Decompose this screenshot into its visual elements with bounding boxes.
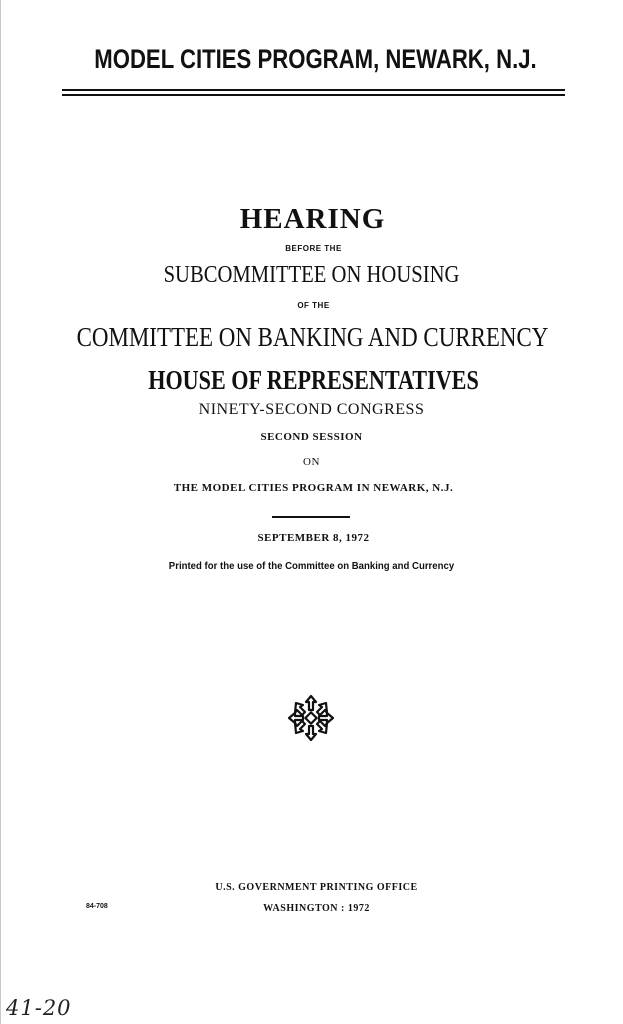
document-title: MODEL CITIES PROGRAM, NEWARK, N.J.: [94, 44, 537, 74]
printed-for-note: Printed for the use of the Committee on Banking and Currency: [168, 561, 455, 572]
title-rule-top: [62, 89, 565, 91]
on-label: ON: [303, 456, 320, 468]
house-name: HOUSE OF REPRESENTATIVES: [148, 365, 479, 395]
before-the-label: BEFORE THE: [285, 244, 342, 253]
place-and-year: WASHINGTON : 1972: [263, 903, 370, 914]
hearing-date: SEPTEMBER 8, 1972: [257, 532, 370, 544]
of-the-label: OF THE: [297, 301, 330, 310]
committee-name: COMMITTEE ON BANKING AND CURRENCY: [76, 322, 549, 352]
hearing-heading: HEARING: [239, 203, 386, 235]
session-label: SECOND SESSION: [260, 431, 363, 443]
title-rule-bottom: [62, 94, 565, 96]
congress-label: NINETY-SECOND CONGRESS: [198, 401, 425, 418]
printing-office: U.S. GOVERNMENT PRINTING OFFICE: [215, 882, 418, 893]
handwritten-note: 41-20: [6, 996, 72, 1020]
date-rule: [272, 516, 350, 518]
hearing-subject: THE MODEL CITIES PROGRAM IN NEWARK, N.J.: [173, 482, 454, 494]
page-edge: [0, 0, 1, 1024]
subcommittee-name: SUBCOMMITTEE ON HOUSING: [163, 262, 460, 288]
job-number: 84-708: [86, 903, 108, 910]
gpo-ornament-icon: [285, 692, 337, 744]
